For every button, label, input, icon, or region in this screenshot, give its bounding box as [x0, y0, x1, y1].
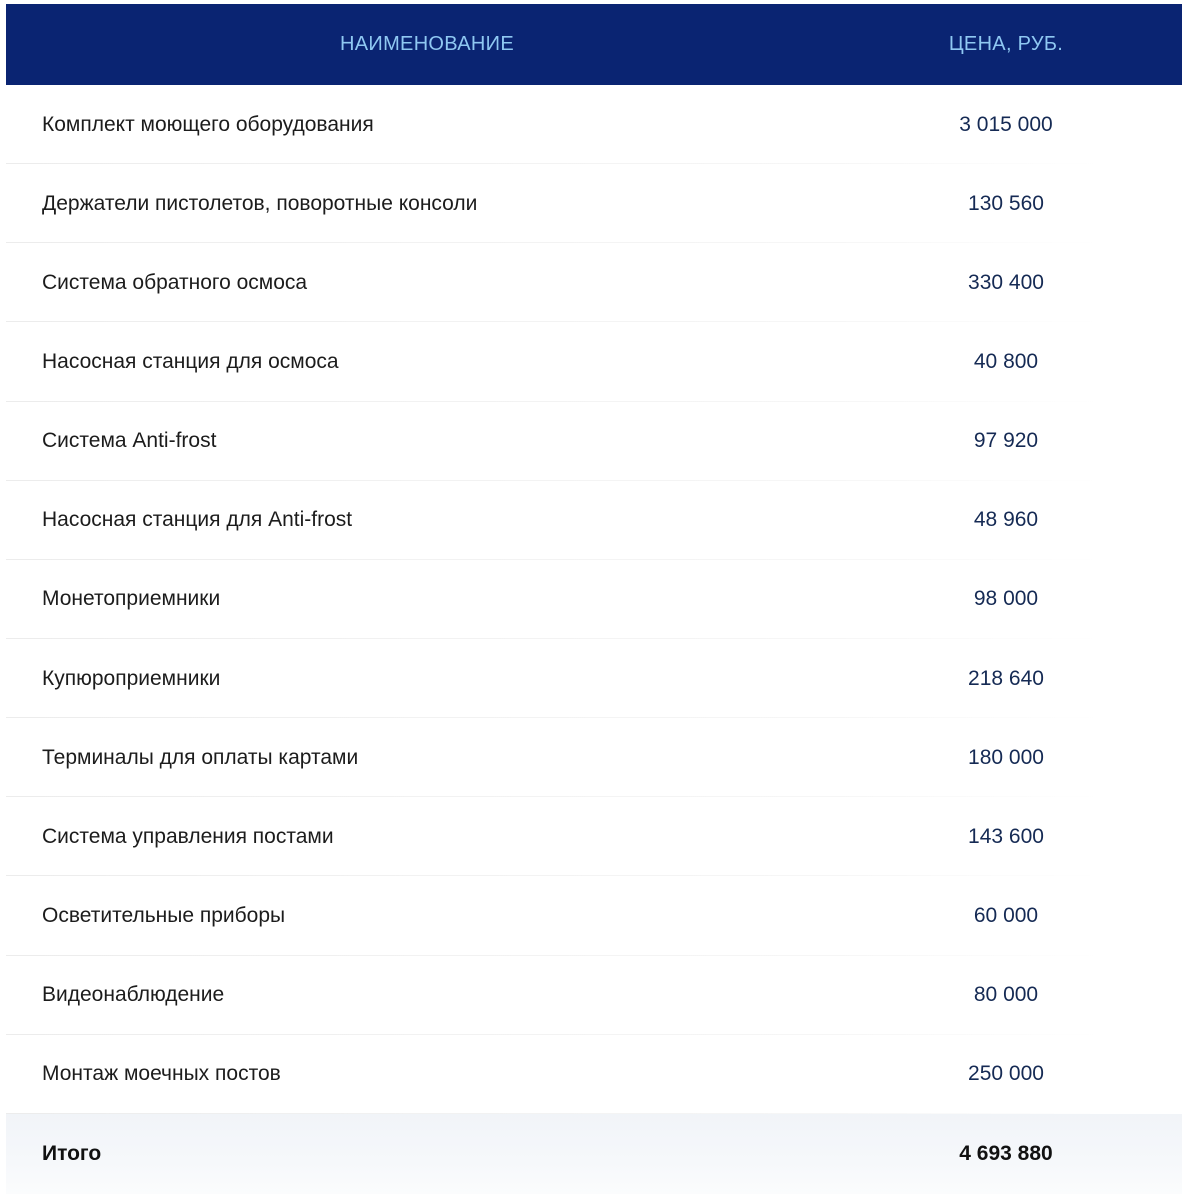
item-price: 330 400 [968, 270, 1044, 294]
item-name: Насосная станция для Anti-frost [42, 508, 353, 532]
item-price: 60 000 [973, 903, 1039, 927]
item-name: Насосная станция для осмоса [42, 349, 339, 373]
item-price: 40 800 [973, 349, 1039, 373]
item-name: Держатели пистолетов, поворотные консоли [42, 191, 478, 215]
table-row [6, 402, 1182, 481]
column-header-price: ЦЕНА, РУБ. [948, 33, 1064, 55]
item-name: Видеонаблюдение [42, 983, 225, 1007]
item-price: 218 640 [968, 666, 1044, 690]
item-name: Комплект моющего оборудования [42, 112, 374, 136]
price-table [6, 4, 1182, 1194]
total-label: Итого [42, 1141, 102, 1165]
item-price: 97 920 [973, 429, 1039, 453]
table-row [6, 322, 1182, 401]
item-name: Система обратного осмоса [42, 270, 308, 294]
item-name: Терминалы для оплаты картами [42, 745, 359, 769]
total-price: 4 693 880 [959, 1141, 1053, 1165]
total-row [6, 1114, 1182, 1194]
table-row [6, 481, 1182, 560]
table-body [6, 85, 1182, 1114]
row-divider [6, 1113, 1102, 1114]
item-price: 143 600 [968, 824, 1044, 848]
item-price: 130 560 [968, 191, 1044, 215]
item-price: 48 960 [973, 508, 1039, 532]
table-row [6, 85, 1182, 164]
table-row [6, 1035, 1182, 1114]
table-row [6, 243, 1182, 322]
item-name: Купюроприемники [42, 666, 221, 690]
item-name: Осветительные приборы [42, 903, 286, 927]
table-row [6, 718, 1182, 797]
item-name: Монетоприемники [42, 587, 221, 611]
item-name: Система управления постами [42, 824, 334, 848]
table-row [6, 560, 1182, 639]
table-row [6, 797, 1182, 876]
table-row [6, 164, 1182, 243]
item-price: 80 000 [973, 983, 1039, 1007]
item-price: 250 000 [968, 1062, 1044, 1086]
item-price: 180 000 [968, 745, 1044, 769]
table-row [6, 639, 1182, 718]
column-header-name: НАИМЕНОВАНИЕ [340, 33, 514, 55]
item-name: Монтаж моечных постов [42, 1062, 281, 1086]
table-row [6, 876, 1182, 955]
item-price: 98 000 [973, 587, 1039, 611]
table-row [6, 956, 1182, 1035]
item-name: Система Anti-frost [42, 429, 217, 453]
table-header [6, 4, 1182, 85]
item-price: 3 015 000 [959, 112, 1053, 136]
